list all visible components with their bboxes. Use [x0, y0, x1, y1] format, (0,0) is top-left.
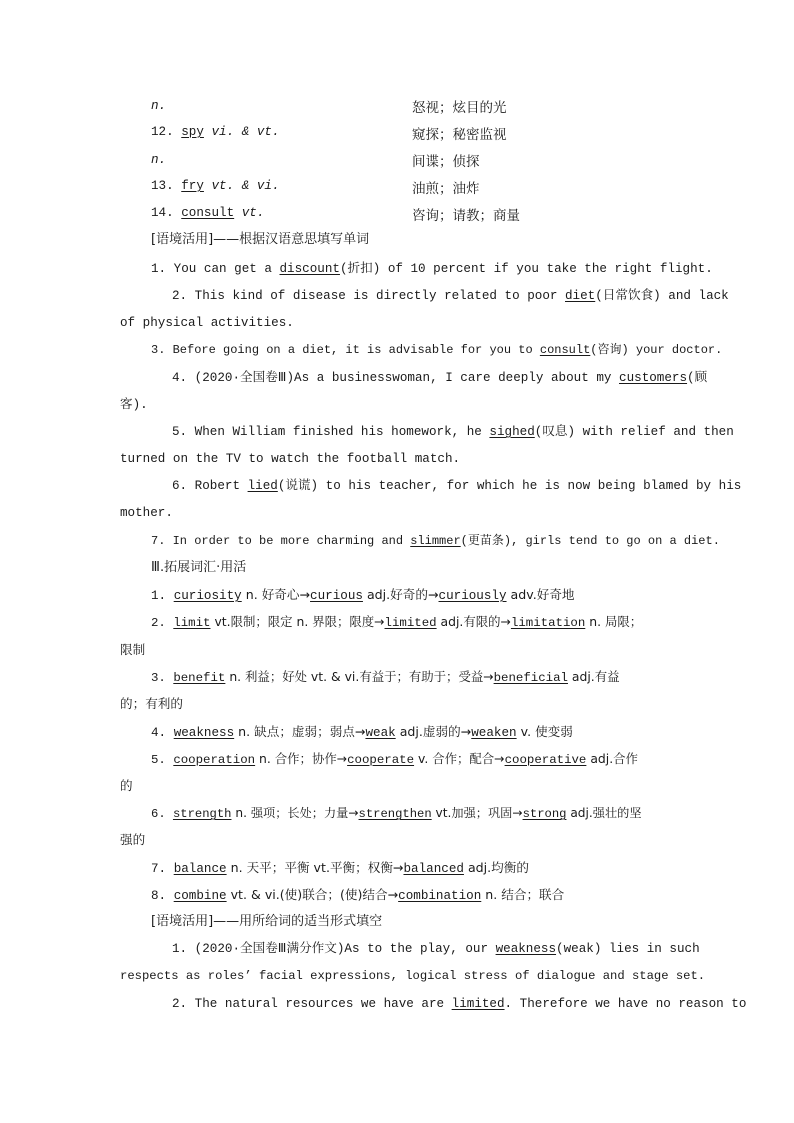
vocab-word: spy — [181, 125, 204, 139]
sentence-text: (叹息) with relief and then — [534, 425, 734, 439]
answer-word: combine — [173, 889, 227, 903]
entry-text: adj.有限的→ — [436, 614, 511, 629]
exercise-sentence — [172, 941, 700, 957]
exercise-sentence — [172, 478, 742, 494]
entry-text: n. 局限； — [585, 614, 643, 629]
part-of-speech: n. — [151, 153, 167, 167]
answer-word: limitation — [510, 616, 586, 630]
entry-number: 5. — [151, 753, 174, 767]
vocab-meaning: 间谍；侦探 — [412, 154, 480, 170]
vocab-row — [151, 151, 166, 168]
answer-word: weakness — [495, 942, 557, 956]
sentence-continuation: 客). — [120, 398, 148, 412]
vocab-row — [151, 97, 166, 114]
answer-word: limited — [451, 997, 505, 1011]
answer-word: balanced — [403, 862, 464, 876]
answer-word: discount — [279, 262, 340, 276]
entry-number: 4. — [151, 726, 174, 740]
answer-word: limit — [173, 616, 211, 630]
entry-number: 6. — [151, 807, 173, 821]
entry-continuation: 限制 — [120, 642, 146, 657]
sentence-text: 7. In order to be more charming and — [151, 534, 411, 548]
vocab-word: fry — [181, 179, 204, 193]
vocab-number: 14. — [151, 206, 174, 220]
entry-text: adj.有益 — [567, 669, 620, 684]
answer-word: benefit — [173, 671, 226, 685]
answer-word: combination — [398, 889, 482, 903]
entry-text: n. 天平；平衡 vt.平衡；权衡→ — [226, 860, 404, 875]
exercise-sentence — [172, 288, 729, 304]
vocab-row — [151, 124, 280, 140]
sentence-text: 2. The natural resources we have are — [172, 997, 452, 1011]
sentence-text: (顾 — [687, 371, 708, 385]
word-family-entry — [151, 669, 620, 686]
answer-word: curious — [310, 589, 363, 603]
answer-word: strong — [522, 807, 567, 821]
answer-word: slimmer — [410, 534, 461, 548]
entry-text: adj.均衡的 — [463, 860, 529, 875]
entry-text: n. 利益；好处 vt. & vi.有益于；有助于；受益→ — [225, 669, 494, 684]
word-family-entry — [151, 587, 575, 604]
entry-number: 7. — [151, 862, 174, 876]
sentence-text: 2. This kind of disease is directly related to poor — [172, 289, 565, 303]
entry-text: v. 合作；配合→ — [414, 751, 505, 766]
sentence-text: 4. (2020·全国卷Ⅲ)As a businesswoman, I care deeply about my — [172, 371, 620, 385]
exercise-sentence — [172, 996, 747, 1012]
entry-number: 3. — [151, 671, 174, 685]
answer-word: strength — [172, 807, 232, 821]
answer-word: curiosity — [173, 589, 242, 603]
entry-number: 1. — [151, 589, 174, 603]
sentence-text: (weak) lies in such — [556, 942, 700, 956]
sentence-text: (折扣) of 10 percent if you take the right flight. — [339, 262, 713, 276]
sentence-text: 3. Before going on a diet, it is advisable for you to — [151, 343, 540, 357]
answer-word: cooperation — [173, 753, 256, 767]
entry-text: adj.强壮的坚 — [566, 806, 642, 820]
entry-text: vt.限制；限定 n. 界限；限度→ — [210, 614, 385, 629]
word-family-entry — [151, 805, 642, 822]
answer-word: curiously — [438, 589, 507, 603]
part-of-speech: vt. & vi. — [211, 179, 280, 193]
answer-word: strengthen — [358, 807, 432, 821]
entry-number: 2. — [151, 616, 174, 630]
sentence-text: . Therefore we have no reason to — [504, 997, 747, 1011]
entry-text: vt. & vi.(使)联合；(使)结合→ — [226, 887, 399, 902]
vocab-number: 13. — [151, 179, 174, 193]
answer-word: sighed — [489, 425, 535, 439]
entry-text: adj.合作 — [586, 751, 638, 766]
part-of-speech: vi. & vt. — [211, 125, 280, 139]
exercise-sentence — [172, 370, 708, 386]
word-family-entry — [151, 724, 573, 741]
entry-text: n. 好奇心→ — [241, 587, 311, 602]
sentence-continuation: respects as roles’ facial expressions, logical stress of dialogue and stage set. — [120, 969, 706, 983]
part-of-speech: n. — [151, 99, 167, 113]
word-family-entry — [151, 860, 529, 877]
answer-word: cooperate — [347, 753, 415, 767]
word-family-entry — [151, 887, 564, 904]
entry-text: vt.加强；巩固→ — [431, 806, 523, 820]
entry-text: v. 使变弱 — [516, 724, 573, 739]
vocab-row — [151, 178, 280, 194]
part-of-speech: vt. — [241, 206, 265, 220]
answer-word: weakness — [173, 726, 235, 740]
entry-text: n. 结合；联合 — [481, 887, 565, 902]
sentence-continuation: turned on the TV to watch the football match. — [120, 452, 461, 466]
answer-word: customers — [619, 371, 688, 385]
answer-word: consult — [539, 343, 591, 357]
sentence-text: 6. Robert — [172, 479, 248, 493]
answer-word: cooperative — [504, 753, 587, 767]
exercise-sentence — [151, 533, 720, 549]
word-family-entry — [151, 614, 642, 631]
sentence-text: (更苗条), girls tend to go on a diet. — [460, 534, 720, 548]
answer-word: balance — [173, 862, 227, 876]
vocab-meaning: 窥探；秘密监视 — [412, 127, 507, 143]
vocab-meaning: 油煎；油炸 — [412, 181, 480, 197]
entry-continuation: 的 — [120, 778, 133, 793]
answer-word: beneficial — [493, 671, 568, 685]
vocab-word: consult — [181, 206, 235, 220]
sentence-text: (日常饮食) and lack — [595, 289, 729, 303]
exercise-sentence — [151, 261, 713, 277]
entry-continuation: 的；有利的 — [120, 696, 183, 711]
entry-text: adj.虚弱的→ — [395, 724, 472, 739]
section-heading: [语境活用]——根据汉语意思填写单词 — [151, 232, 370, 247]
word-family-entry — [151, 751, 638, 768]
sentence-text: 1. (2020·全国卷Ⅲ满分作文)As to the play, our — [172, 942, 496, 956]
answer-word: limited — [384, 616, 437, 630]
sentence-continuation: mother. — [120, 506, 173, 520]
entry-text: n. 合作；协作→ — [255, 751, 348, 766]
entry-number: 8. — [151, 889, 174, 903]
entry-text: adv.好奇地 — [506, 587, 575, 602]
vocab-row — [151, 205, 264, 221]
vocab-meaning: 怒视；炫目的光 — [412, 100, 507, 116]
sentence-continuation: of physical activities. — [120, 316, 294, 330]
sentence-text: (说谎) to his teacher, for which he is now being blamed by his — [277, 479, 742, 493]
exercise-sentence — [151, 342, 722, 358]
answer-word: lied — [247, 479, 278, 493]
vocab-number: 12. — [151, 125, 174, 139]
answer-word: weak — [365, 726, 396, 740]
answer-word: diet — [565, 289, 596, 303]
entry-text: n. 缺点；虚弱；弱点→ — [234, 724, 366, 739]
entry-text: n. 强项；长处；力量→ — [231, 806, 359, 820]
section-heading: Ⅲ.拓展词汇·用活 — [151, 560, 247, 575]
sentence-text: 1. You can get a — [151, 262, 280, 276]
section-heading: [语境活用]——用所给词的适当形式填空 — [151, 914, 383, 929]
answer-word: weaken — [471, 726, 517, 740]
sentence-text: (咨询) your doctor. — [590, 343, 723, 357]
vocab-meaning: 咨询；请教；商量 — [412, 208, 520, 224]
entry-text: adj.好奇的→ — [362, 587, 439, 602]
entry-continuation: 强的 — [120, 832, 146, 847]
sentence-text: 5. When William finished his homework, he — [172, 425, 490, 439]
exercise-sentence — [172, 424, 734, 440]
